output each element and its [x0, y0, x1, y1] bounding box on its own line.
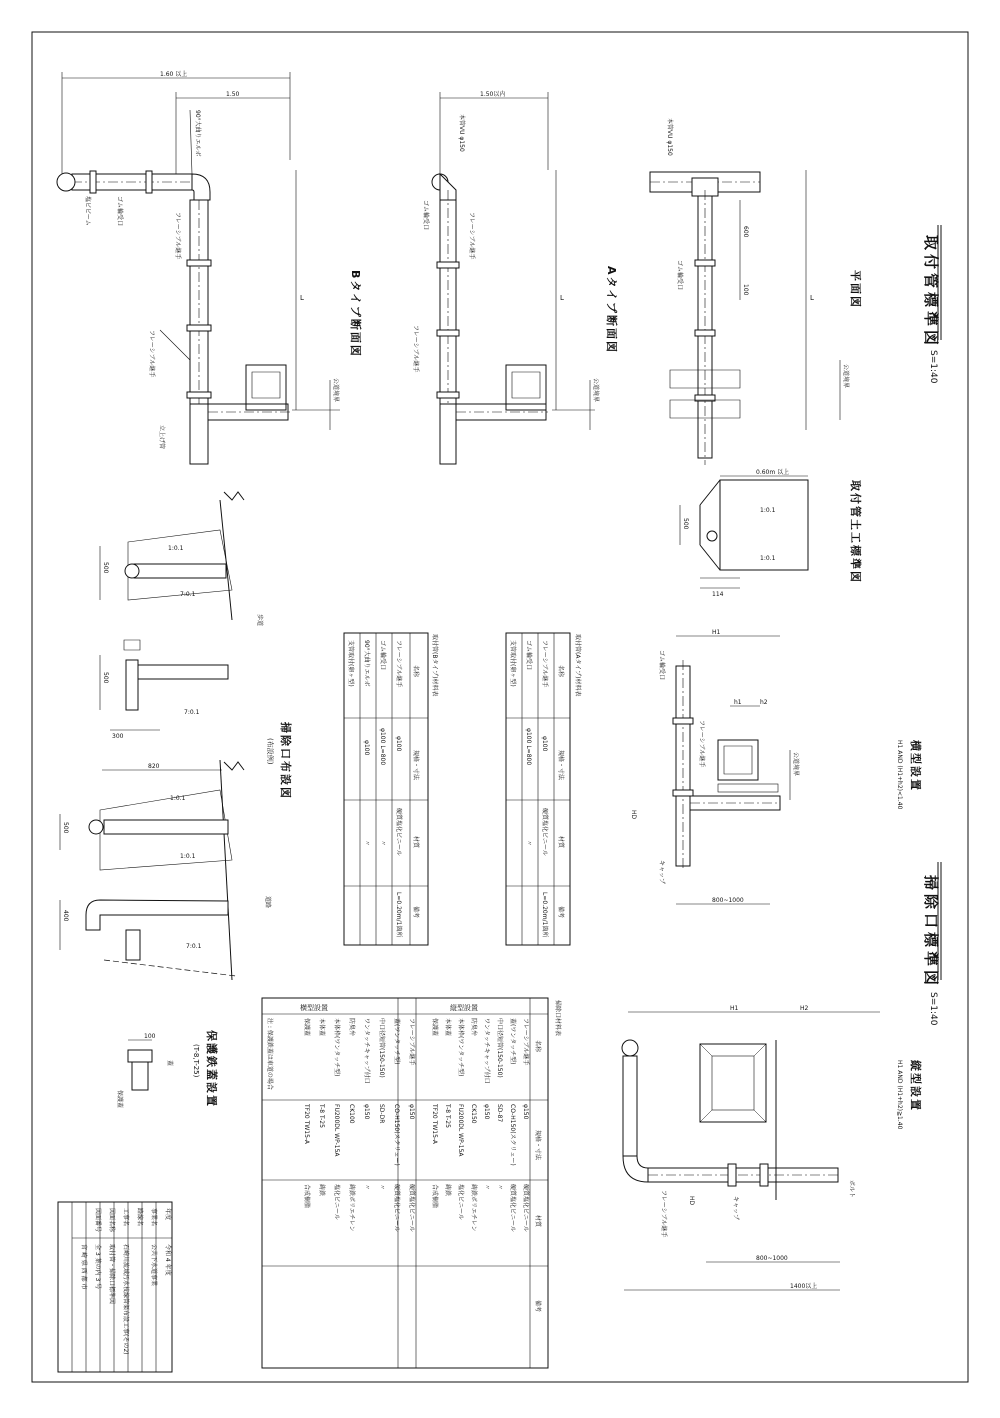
title-block-value: 石崎川流域汚水枝線管渠布設工事(その2): [122, 1244, 129, 1355]
label-sidewalk: 歩道: [256, 614, 263, 627]
title-block-label: 路線名: [136, 1208, 143, 1227]
tb-r2c2: 〃: [363, 840, 370, 847]
cover-protection: [116, 1030, 219, 1108]
ratio-c5: 1:0.1: [180, 853, 196, 860]
title-block-label: 事業名: [150, 1208, 157, 1227]
ta-h1: 規格・寸法: [557, 750, 564, 781]
dim-h1: h1: [734, 699, 742, 706]
tc-a-cell: 防臭弁: [470, 1018, 477, 1037]
label-rise-b: 立上げ管: [158, 425, 165, 450]
level-plan: 公道境界: [842, 364, 849, 389]
dim-100: 100: [742, 284, 749, 296]
tc-a-cell: SD-87: [496, 1104, 503, 1123]
tc-b-cell: 〃: [363, 1184, 370, 1191]
tc-b-cell: 本体枠(ワンタッチ型): [333, 1018, 340, 1077]
tc-b-cell: 塩化ビニール: [333, 1184, 340, 1220]
tc-a-cell: 蓋(ワンタッチ型): [509, 1018, 516, 1065]
label-flex-a2: フレーシブル継手: [412, 325, 419, 373]
tc-b-cell: 鋳鉄: [318, 1184, 325, 1197]
horizontal-install: [630, 629, 923, 904]
title-cover: 保護鉄蓋設置: [205, 1030, 218, 1108]
tc-a-cell: 硬質塩化ビニール: [522, 1184, 529, 1232]
label-road: 道路: [264, 896, 271, 909]
ta-h2: 材質: [557, 836, 564, 849]
ta-h3: 備考: [557, 906, 564, 919]
title-block-label: 工事名: [122, 1208, 129, 1227]
dim-L-a: L: [560, 294, 564, 302]
tb-h0: 名称: [412, 665, 419, 678]
label-cap-v: キャップ: [732, 1196, 739, 1221]
label-flex-b: フレーシブル継手: [174, 212, 181, 260]
label-bend-b: 90°大曲りエルボ: [194, 110, 201, 157]
label-hd-v: HD: [688, 1196, 695, 1206]
scale-top: S=1:40: [928, 350, 938, 384]
tc-note: 注 : 保護鉄蓋は車道の場合: [266, 1018, 273, 1090]
ta-r0c1: φ100: [541, 736, 548, 752]
dim-160: 1.60 以上: [160, 71, 188, 78]
tc-h3: 備考: [534, 1300, 541, 1313]
tc-b-cell: 中口径短管(150-150): [378, 1018, 385, 1078]
dim-150: 1.50: [226, 91, 240, 98]
label-flex-a: フレーシブル継手: [468, 212, 475, 260]
tc-b-cell: CO-H150(スクリュー): [393, 1104, 400, 1166]
dim-500: 500: [682, 518, 689, 530]
tc-a-cell: 塩化ビニール: [457, 1184, 464, 1220]
level-h: 公道境界: [792, 752, 799, 777]
label-flex-b2: フレーシブル継手: [148, 330, 155, 378]
title-plan: 平面図: [849, 270, 862, 309]
table-a: [506, 633, 582, 945]
tc-h0: 名称: [534, 1040, 541, 1053]
ratio-c6: 7:0.1: [186, 943, 202, 950]
ta-r1c0: ゴム輪受口: [525, 640, 532, 671]
title-a-type: Aタイプ断面図: [605, 266, 618, 354]
tc-b-cell: TF20 TW15-A: [303, 1104, 310, 1145]
dim-500-c3: 500: [62, 822, 69, 834]
b-type-section: [57, 70, 363, 464]
tc-a-cell: 鋳鉄: [444, 1184, 451, 1197]
label-main-a: 本管VU φ150: [458, 114, 465, 152]
tc-rows-vertical: [431, 1018, 530, 1232]
dim-100w: 100: [144, 1033, 156, 1040]
dim-150a: 1.50以内: [480, 91, 506, 98]
title-block-value: 宮 崎 県 西 都 市: [80, 1244, 87, 1290]
vertical-install: [622, 1005, 923, 1290]
title-block-value: 取付管・掃除口標準図: [108, 1244, 115, 1305]
tc-a-cell: CO-H150(スクリュー): [509, 1104, 516, 1166]
ratio-c4: 1:0.1: [170, 795, 186, 802]
dim-300: 300: [112, 733, 124, 740]
tc-a-cell: TF20 TW15-A: [431, 1104, 438, 1145]
title-block: [58, 1202, 172, 1372]
label-cap-h: キャップ: [658, 860, 665, 885]
tc-b-cell: 〃: [378, 1184, 385, 1191]
tb-h2: 材質: [412, 836, 419, 849]
level-a: 公道境界: [592, 378, 599, 403]
tb-r0c3: L=0.20m/1箇所: [395, 892, 402, 938]
tc-b-cell: SD-DR: [378, 1104, 385, 1124]
title-block-label: 図面番号: [94, 1208, 101, 1233]
tc-b-cell: ワンタッチキャップ付口: [363, 1018, 370, 1084]
tb-h3: 備考: [412, 906, 419, 919]
tc-b-cell: FU200DL WP-15A: [333, 1104, 340, 1157]
title-horizontal: 横型設置: [909, 740, 922, 792]
tc-a-cell: 〃: [496, 1184, 503, 1191]
label-ring-plan: ゴム輪受口: [676, 260, 683, 291]
title-block-rows: [80, 1208, 172, 1355]
label-lid: 蓋: [166, 1060, 173, 1067]
label-flex-h: フレーシブル継手: [698, 720, 705, 768]
tc-group-a: 縦型設置: [450, 1004, 478, 1012]
dim-H2-v: H2: [800, 1005, 809, 1012]
tb-r0c1: φ100: [395, 736, 402, 752]
tb-r3c0: 支管取付(卵ヶ型): [347, 640, 354, 687]
label-ring-b: ゴム輪受口: [116, 196, 123, 227]
tc-a-cell: φ150: [483, 1104, 490, 1120]
tc-h2: 材質: [534, 1215, 541, 1228]
tb-r1c2: 〃: [379, 840, 386, 847]
ta-r0c3: L=0.20m/1箇所: [541, 892, 548, 938]
tc-a-cell: 保護蓋: [431, 1018, 438, 1037]
tc-a-cell: φ150: [522, 1104, 529, 1120]
label-flex-v: フレーシブル継手: [660, 1190, 667, 1238]
label-coat-b: 塩ビビーム: [84, 196, 91, 226]
label-main-plan: 本管VU φ150: [666, 118, 673, 156]
tc-b-cell: 硬質塩化ビニール: [408, 1184, 415, 1232]
ta-h0: 名称: [557, 665, 564, 678]
title-earthwork: 取付管土工標準図: [849, 480, 862, 584]
label-bolt-v: ボルト: [848, 1180, 855, 1199]
ta-r0c0: フレーシブル継手: [541, 640, 548, 688]
title-cleanout-layout: 掃除口布設図: [279, 722, 292, 800]
tc-rows-horizontal: [303, 1018, 416, 1232]
ratio-c3: 7:0.1: [184, 709, 200, 716]
title-block-label: 図面名称: [108, 1208, 115, 1233]
tc-a-cell: 本体蓋: [444, 1018, 451, 1037]
title-b-type: Bタイプ断面図: [349, 270, 362, 358]
ratio-c2: 7:0.1: [180, 591, 196, 598]
table-a-title: 取付管(Aタイプ)材料表: [574, 634, 581, 697]
tc-a-cell: FU200DL WP-15A: [457, 1104, 464, 1157]
tb-r1c0: ゴム輪受口: [379, 640, 386, 671]
scale-bottom: S=1:40: [928, 992, 938, 1026]
tb-r2c1: φ100: [363, 740, 370, 756]
title-vertical: 縦型設置: [909, 1060, 922, 1112]
table-b-title: 取付管(Bタイプ)材料表: [431, 634, 438, 697]
table-b: [344, 633, 439, 945]
title-cleanout: 掃除口標準図: [922, 875, 940, 990]
dim-L-b: L: [300, 294, 304, 302]
tc-b-cell: 硬質塩化ビニール: [393, 1184, 400, 1232]
main-title-top: [922, 225, 941, 384]
ratio-c1: 1:0.1: [168, 545, 184, 552]
a-type-section: [412, 90, 619, 464]
table-cleanout: [262, 998, 562, 1368]
note-vertical: H1 AND (H1+h2)≧1.40: [896, 1060, 903, 1130]
plan-view: [650, 118, 863, 465]
tc-group-b: 横型設置: [300, 1004, 328, 1012]
dim-1400: 1400以上: [790, 1283, 818, 1290]
tc-a-cell: 鋳鉄ポリエチレン: [470, 1184, 477, 1232]
tc-b-cell: 本体蓋: [318, 1018, 325, 1037]
ta-r0c2: 硬質塩化ビニール: [541, 808, 548, 856]
tc-b-cell: フレーシブル継手: [408, 1018, 415, 1066]
ta-r2c0: 支管取付(卵ヶ型): [509, 640, 516, 687]
dim-500-c1: 500: [102, 562, 109, 574]
title-block-label: 年度: [164, 1208, 171, 1221]
tc-a-cell: CK150: [470, 1104, 477, 1124]
dim-500-c2: 500: [102, 672, 109, 684]
sub-cover: (T-8,T-25): [192, 1044, 200, 1078]
tc-a-cell: T-8 T-25: [444, 1104, 451, 1128]
dim-060: 0.60m 以上: [756, 469, 790, 476]
tc-b-cell: 鋳鉄ポリエチレン: [348, 1184, 355, 1232]
tc-a-cell: 〃: [483, 1184, 490, 1191]
label-ring-h: ゴム輪受口: [658, 650, 665, 681]
dim-820: 820: [148, 763, 160, 770]
tb-r0c0: フレーシブル継手: [395, 640, 402, 688]
ratio-earth-1: 1:0.1: [760, 507, 776, 514]
tb-r1c1: φ100 L=800: [379, 728, 386, 766]
dim-H1: H1: [712, 629, 721, 636]
label-cover: 保護蓋: [116, 1090, 123, 1109]
tc-b-cell: 蓋(ワンタッチ型): [393, 1018, 400, 1065]
tb-r0c2: 硬質塩化ビニール: [395, 808, 402, 856]
dim-600: 600: [742, 226, 749, 238]
ratio-earth-2: 1:0.1: [760, 555, 776, 562]
title-block-value: 令和 4 年度: [164, 1244, 171, 1276]
tc-b-cell: T-8 T-25: [318, 1104, 325, 1128]
title-block-value: 全 3 葉の内 3 号: [94, 1244, 101, 1290]
tc-b-cell: 防臭弁: [348, 1018, 355, 1037]
tc-b-cell: 合成樹脂: [303, 1184, 310, 1209]
ta-r1c2: 〃: [525, 840, 532, 847]
level-b: 公道境界: [332, 378, 339, 403]
cleanout-layout: [60, 492, 293, 980]
tc-a-cell: フレーシブル継手: [522, 1018, 529, 1066]
title-block-value: 公共下水道事業: [150, 1244, 157, 1287]
table-c-title: 掃除口材料表: [554, 1000, 561, 1037]
title-torituke: 取付管標準図: [922, 235, 940, 350]
cleanout-cap-b: [57, 173, 75, 191]
dim-800-1000-v: 800~1000: [756, 1255, 788, 1262]
tb-r2c0: 90°大曲りエルボ: [363, 640, 370, 687]
dim-114: 114: [712, 591, 724, 598]
tc-a-cell: ワンタッチキャップ付口: [483, 1018, 490, 1084]
tb-h1: 規格・寸法: [412, 750, 419, 781]
dim-H1-v: H1: [730, 1005, 739, 1012]
main-title-bottom: [922, 862, 941, 1026]
tc-h1: 規格・寸法: [534, 1130, 541, 1161]
tc-b-cell: φ150: [363, 1104, 370, 1120]
dim-800-1000-h: 800~1000: [712, 897, 744, 904]
tc-b-cell: φ150: [408, 1104, 415, 1120]
sub-cleanout-layout: (布設例): [266, 738, 274, 765]
tc-a-cell: 硬質塩化ビニール: [509, 1184, 516, 1232]
note-horizontal: H1 AND (H1+h2)<1.40: [896, 740, 903, 810]
dim-h2: h2: [760, 699, 768, 706]
ta-r1c1: φ100 L=800: [525, 728, 532, 766]
tc-a-cell: 合成樹脂: [431, 1184, 438, 1209]
earthwork-section: [680, 468, 863, 598]
dim-400: 400: [62, 910, 69, 922]
label-hd-h: HD: [630, 810, 637, 820]
tc-a-cell: 中口径短管(150-150): [496, 1018, 503, 1078]
tc-b-cell: 保護蓋: [303, 1018, 310, 1037]
label-ring-a: ゴム輪受口: [422, 200, 429, 231]
tc-b-cell: CK100: [348, 1104, 355, 1124]
tc-a-cell: 本体枠(ワンタッチ型): [457, 1018, 464, 1077]
dim-L-plan: L: [810, 294, 814, 302]
